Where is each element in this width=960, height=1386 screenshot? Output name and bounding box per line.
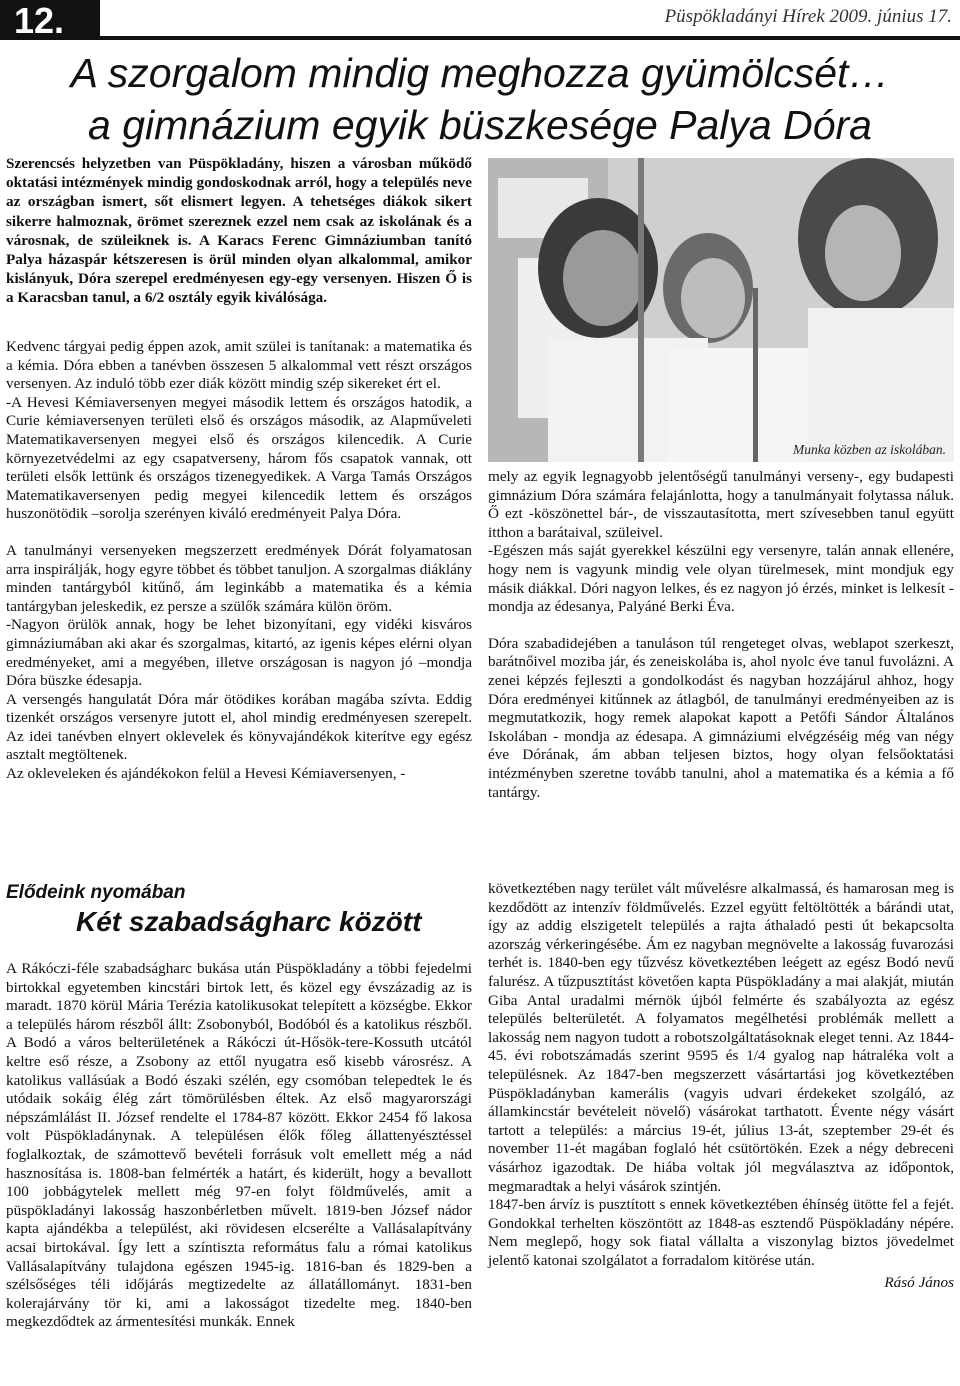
paragraph: Az okleveleken és ajándékokon felül a Hevesi Kémiaversenyen, -	[6, 765, 406, 783]
article-title-line2: a gimnázium egyik büszkesége Palya Dóra	[88, 102, 872, 148]
paragraph: -Nagyon örülök annak, hogy be lehet bizonyítani, egy vidéki kisváros gimnáziumában aki akar és szorgalmas, kitartó, az igenis képes elérni olyan eredményeket, ami a megyében, illetve országosan is nagyon jó –mondja Dóra büszke édesapja.	[6, 616, 472, 690]
article2-title: Két szabadságharc között	[76, 906, 422, 937]
photo-illustration	[488, 158, 954, 462]
section-label: Elődeink nyomában	[6, 882, 186, 903]
paragraph: következtében nagy terület vált művelésre alkalmassá, és hamarosan meg is kezdődött az intenzív földművelés. Ezzel együtt feltöltötték a bárándi utat, így az addig elszigetelt település a rajta áthaladó pesti út bekapcsolta azország vérkeringésébe. Ám ez nagyban megnövelte a lakosság fuvarozási terhét is. 1840-ben egy tűzvész következtében leégett az egész Bodó nevű falurész. A tűzpusztítást követően kapta Püspökladány a mai alakját, miután Giba Antal uradalmi mérnök újból felmérte és szabályozta az egész település belterületét. A folyamatos megélhetési problémák mellett a lakosság nem nagyon tudott a robotszolgáltatásoknak eleget tenni. Az 1844-45. évi robotszámadás szerint 9595 és 1/4 gyalog nap hátraléka volt a településnek. Az 1847-ben megszerzett vásártartási jog következtében Püspökladányban kamerális (vagyis udvari érdekeket szolgáló, az államkincstár bevételeit növelő) vásárokat tarthatott. Évente négy vásárt tartott a település: a március 19-ét, július 13-át, szeptember 29-ét és november 11-ét magában foglaló hét csütörtökén. Ezek a négy debreceni vásárhoz igazodtak. De hiába voltak jól megválasztva az időpontok, megmaradtak a helyi vásárok szintjén.	[488, 880, 954, 1195]
article1-left-body	[6, 338, 472, 784]
issue-line: Püspökladányi Hírek 2009. június 17.	[664, 6, 952, 27]
article2-right-body	[488, 880, 954, 1293]
page-number: 12.	[0, 0, 100, 40]
paragraph: A Rákóczi-féle szabadságharc bukása után Püspökladány a többi fejedelmi birtokkal egyetemben kincstári birtok lett, és közel egy évszázadig az is maradt. 1870 körül Mária Terézia katolikusokat telepített a községbe. Ekkor a település három részből állt: Zsobonyból, Bodóból és a katolikus részből. A Bodó a város belterületének a Rákóczi út-Hősök-tere-Kossuth utcától keltre eső része, a Zsobony az ettől nyugatra eső kisebb városrész. A katolikus vallásúak a Bodó északi szélén, egy csomóban telepedtek le és utódaik sokáig élég zárt tömörülésben éltek. Az első magyarországi népszámlálást II. József rendelte el 1784-87 között. Ekkor 2454 fő lakosa volt Püspökladánynak. A településen élők főleg állattenyésztéssel foglalkoztak, de számottevő bevételi forrásuk volt emellett még a nád hasznosítása is. 1808-ban felmérték a határt, és kiderült, hogy a bevallott 100 jobbágytelek mellett még 97-en folyt földművelés, amit a püspökladányi lakosság haszonbérletben művelt. 1819-ben József nádor kapta ajándékba a települést, aki rövidesen elcserélte a Vallásalapítvány acsai birtokával. Így lett a színtiszta református falu a római katolikus Vallásalapítvány tulajdona egészen 1945-ig. 1816-ban és 1829-ben a szélsőséges téli időjárás megtizedelte az állatállományt. 1831-ben kolerajárvány tör ki, ami a lakosságot tizedelte meg. 1840-ben megkezdődtek az ármentesítési munkák. Ennek	[6, 960, 472, 1331]
paragraph: Kedvenc tárgyai pedig éppen azok, amit szülei is tanítanak: a matematika és a kémia. Dóra ebben a tanévben összesen 5 alkalommal vett részt országos versenyen. Az induló több ezer diák között mindig szép sikereket ért el.	[6, 338, 472, 393]
paragraph: -Egészen más saját gyerekkel készülni egy versenyre, talán annak ellenére, hogy nem is vagyunk mindig vele olyan türelmesek, mint mondjuk egy másik diákkal. Dóri nagyon lelkes, és ez nagyon jó érzés, minket is lelkesít -mondja az édesanya, Palyáné Berki Éva.	[488, 542, 954, 616]
header-rule	[100, 36, 960, 40]
paragraph: A versengés hangulatát Dóra már ötödikes korában magába szívta. Eddig tizenkét országos versenyre jutott el, ahol mindig eredményesen szerepelt. Az idei tanévben elnyert oklevelek és könyvajándékok kiterítve egy egész asztalt megtöltenek.	[6, 690, 472, 764]
article2-left-body	[6, 960, 472, 1332]
article1-right-body	[488, 468, 954, 802]
paragraph: A tanulmányi versenyeken megszerzett eredmények Dórát folyamatosan arra inspirálják, hogy egyre többet és többet tanuljon. A szorgalmas diáklány minden tantárgyból kitűnő, ám leginkább a matematika és a kémia tantárgyban jeleskedik, ez persze a szülők számára külön öröm.	[6, 541, 472, 615]
paragraph: Dóra szabadidejében a tanuláson túl rengeteget olvas, weblapot szerkeszt, barátnőivel moziba jár, és zeneiskolába is, ahol nyolc éve tanul fuvolázni. A zenei képzés fejleszti a gondolkodást és nagyban hozzájárul ahhoz, hogy Dóra eredményei kitűnnek az átlagból, de tanulmányi eredményeiben az is megmutatkozik, hogy remek alapokat kapott a Petőfi Sándor Általános Iskolában - mondja az édesapa. A gimnáziumi elvégzéséig még van négy éve Dórának, ám abban teljesen biztos, hogy olyan felsőoktatási intézményben szeretne tovább tanulni, ahol a matematika és a kémia a fő tantárgy.	[488, 634, 954, 801]
paragraph: 1847-ben árvíz is pusztított s ennek következtében éhínség ütötte fel a fejét. Gondokkal terhelten köszöntött az 1848-as esztendő Püspökladány népére. Nem meglepő, hogy sok fiatal vállalta a viszonylag biztos jövedelmet jelentő katonai szolgálatot a forradalom kitörése után.	[488, 1196, 954, 1269]
paragraph: -A Hevesi Kémiaversenyen megyei második lettem és országos hatodik, a Curie kémiaversenyen területi első és országos második, az Alapműveleti Matematikaversenyen megyei első és országos kilencedik. A Curie környezetvédelmi az egy csapatverseny, három fős csapatok vannak, ott területi elsők lettünk és országos tizenegyedikek. A Varga Tamás Országos Matematikaversenyen pedig megyei kilencedik lettem és országos huszonötödik –sorolja szerényen kiváló eredményeit Palya Dóra.	[6, 393, 472, 523]
article-lead: Szerencsés helyzetben van Püspökladány, hiszen a városban működő oktatási intézmények mindig gondoskodnak arról, hogy a település neve az országban ismert, sőt elismert legyen. A tehetséges diákok sikert sikerre halmoznak, örömet szereznek ezzel nem csak az iskolának és a városnak, de szüleiknek is. A Karacs Ferenc Gimnáziumban tanító Palya házaspár kétszeresen is örül minden olyan alkalommal, amikor kislányuk, Dóra szerepel eredményesen egy-egy versenyen. Hiszen Ő is a Karacsban tanul, a 6/2 osztály egyik kiválósága.	[6, 155, 472, 307]
author-signature: Rásó János	[884, 1274, 954, 1292]
photo-caption: Munka közben az iskolában.	[793, 442, 946, 457]
article-title-line1: A szorgalom mindig meghozza gyümölcsét…	[70, 50, 890, 96]
article-photo	[488, 158, 954, 462]
paragraph: mely az egyik legnagyobb jelentőségű tanulmányi verseny-, egy budapesti gimnázium Dóra számára felajánlotta, hogy a tanulmányait folytassa náluk. Ő ezt -köszönettel bár-, de visszautasította, mert szívesebben tanul együtt itthon a barátaival, szüleivel.	[488, 468, 954, 541]
